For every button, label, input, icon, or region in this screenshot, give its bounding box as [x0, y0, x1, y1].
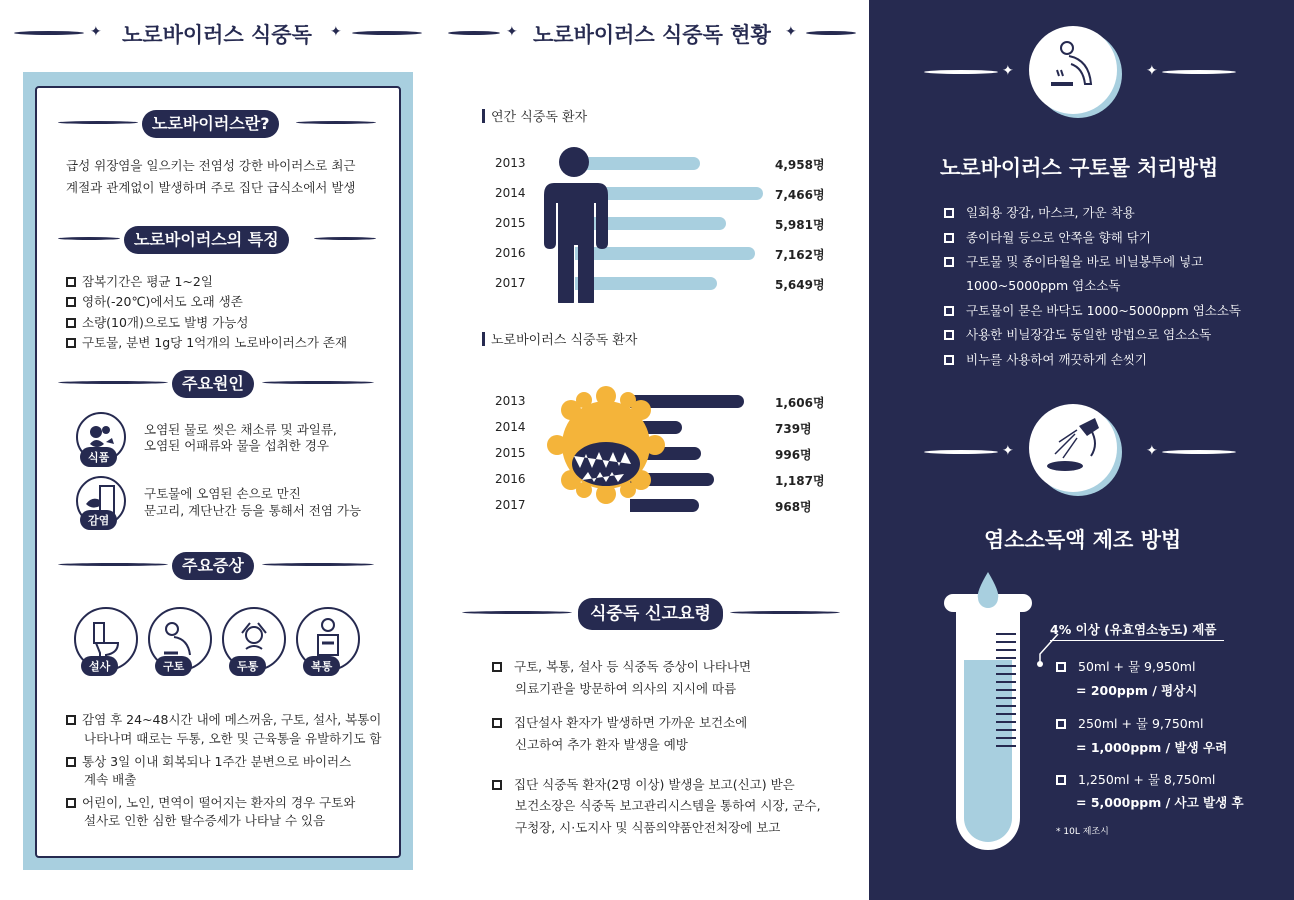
- symptom-note: 감염 후 24~48시간 내에 메스꺼움, 구토, 설사, 복통이: [66, 710, 381, 730]
- checkbox-icon: [66, 757, 76, 767]
- left-title: 노로바이러스 식중독: [122, 23, 312, 47]
- symptom-tag: 구토: [155, 656, 192, 676]
- checkbox-icon: [492, 718, 502, 728]
- checkbox-icon: [944, 208, 954, 218]
- features-pill: 노로바이러스의 특징: [124, 226, 289, 254]
- vomit-step: [944, 203, 1135, 223]
- chart-value-label: 1,187명: [775, 474, 825, 488]
- chart-value-label: 4,958명: [775, 158, 825, 172]
- chart-year-label: 2017: [495, 276, 526, 290]
- chart-value-label: 996명: [775, 448, 812, 462]
- chart-year-label: 2016: [495, 472, 526, 486]
- feature-item: 구토물, 분변 1g당 1억개의 노로바이러스가 존재: [66, 333, 347, 353]
- chart-value-label: 739명: [775, 422, 812, 436]
- checkbox-icon: [66, 297, 76, 307]
- report-item: 집단 식중독 환자(2명 이상) 발생을 보고(신고) 받은: [492, 775, 795, 795]
- vomit-title: 노로바이러스 구토물 처리방법: [940, 156, 1219, 180]
- checkbox-icon: [944, 355, 954, 365]
- chart2-title: 노로바이러스 식중독 환자: [482, 329, 637, 348]
- chlorine-note: * 10L 제조시: [1056, 827, 1109, 837]
- chlorine-title: 염소소독액 제조 방법: [984, 528, 1182, 552]
- report-item: 신고하여 추가 환자 발생을 예방: [515, 737, 688, 752]
- checkbox-icon: [1056, 719, 1066, 729]
- pill-rule: [462, 611, 572, 614]
- symptom-note: 통상 3일 이내 회복되나 1주간 분변으로 바이러스: [66, 752, 351, 772]
- cause-text: 오염된 어패류와 물을 섭취한 경우: [144, 438, 329, 453]
- pill-rule: [730, 611, 840, 614]
- chart1-title: 연간 식중독 환자: [482, 106, 587, 125]
- cause-tag: 감염: [80, 510, 117, 530]
- header-rule: [14, 31, 84, 35]
- chart-year-label: 2015: [495, 446, 526, 460]
- spray-icon: [1029, 404, 1117, 492]
- about-text-2: 계절과 관계없이 발생하며 주로 집단 급식소에서 발생: [66, 180, 356, 195]
- pill-rule: [58, 563, 168, 566]
- vomit-step-text: 사용한 비닐장갑도 동일한 방법으로 염소소독: [966, 327, 1212, 342]
- pill-rule: [314, 237, 376, 240]
- chart-year-label: 2015: [495, 216, 526, 230]
- vomit-step-text: 구토물 및 종이타월을 바로 비닐봉투에 넣고: [966, 254, 1204, 269]
- symptom-tag: 두통: [229, 656, 266, 676]
- report-item: 집단설사 환자가 발생하면 가까운 보건소에: [492, 713, 747, 733]
- header-rule: [352, 31, 422, 35]
- chart-value-label: 7,162명: [775, 248, 825, 262]
- symptom-note: 설사로 인한 심한 탈수증세가 나타날 수 있음: [84, 813, 326, 828]
- diamond-icon: ✦: [1002, 63, 1014, 79]
- report-pill: 식중독 신고요령: [578, 598, 723, 630]
- vomit-step-text: 종이타월 등으로 안쪽을 향해 닦기: [966, 229, 1151, 245]
- symptom-note: 나타나며 때로는 두통, 오한 및 근육통을 유발하기도 함: [84, 731, 382, 746]
- pill-rule: [296, 121, 376, 124]
- chart-year-label: 2013: [495, 156, 526, 170]
- diamond-icon: ✦: [785, 24, 797, 40]
- symptom-tag: 복통: [303, 656, 340, 676]
- symptoms-pill: 주요증상: [172, 552, 254, 580]
- cause-tag: 식품: [80, 447, 117, 467]
- vomiting-person-icon: [1029, 26, 1117, 114]
- chart-value-label: 1,606명: [775, 396, 825, 410]
- pill-rule: [58, 381, 168, 384]
- chlorine-product: 4% 이상 (유효염소농도) 제품: [1050, 620, 1224, 641]
- feature-item: 잠복기간은 평균 1~2일: [66, 272, 213, 292]
- checkbox-icon: [66, 798, 76, 808]
- chart-year-label: 2017: [495, 498, 526, 512]
- checkbox-icon: [1056, 662, 1066, 672]
- vomit-step-text: 1000~5000ppm 염소소독: [966, 278, 1121, 293]
- header-rule: [924, 450, 998, 454]
- vomit-step-text: 구토물이 묻은 바닥도 1000~5000ppm 염소소독: [966, 302, 1242, 318]
- vomit-step: [944, 228, 1151, 248]
- middle-title: 노로바이러스 식중독 현황: [533, 23, 771, 47]
- chart-value-label: 5,981명: [775, 218, 825, 232]
- virus-icon: [546, 380, 666, 510]
- chart-year-label: 2014: [495, 420, 526, 434]
- report-item: 구청장, 시·도지사 및 식품의약품안전처장에 보고: [515, 820, 781, 835]
- header-rule: [448, 31, 500, 35]
- report-item: 구토, 복통, 설사 등 식중독 증상이 나타나면: [492, 657, 751, 677]
- chlorine-result: = 200ppm / 평상시: [1076, 683, 1198, 698]
- diamond-icon: ✦: [1002, 443, 1014, 459]
- checkbox-icon: [944, 257, 954, 267]
- chlorine-result: = 1,000ppm / 발생 우려: [1076, 740, 1228, 755]
- pill-rule: [262, 563, 374, 566]
- cause-text: 오염된 물로 씻은 채소류 및 과일류,: [144, 422, 337, 437]
- vomit-step: [944, 325, 1211, 345]
- diamond-icon: ✦: [1146, 63, 1158, 79]
- diamond-icon: ✦: [90, 24, 102, 40]
- header-rule: [1162, 70, 1236, 74]
- chlorine-recipe: 250ml + 물 9,750ml: [1056, 714, 1203, 734]
- report-item: 보건소장은 식중독 보고관리시스템을 통하여 시장, 군수,: [515, 798, 821, 813]
- vomit-step-text: 비누를 사용하여 깨끗하게 손씻기: [966, 351, 1147, 367]
- checkbox-icon: [944, 306, 954, 316]
- header-rule: [1162, 450, 1236, 454]
- chlorine-recipe: 50ml + 물 9,950ml: [1056, 657, 1195, 677]
- checkbox-icon: [944, 330, 954, 340]
- pill-rule: [262, 381, 374, 384]
- checkbox-icon: [66, 318, 76, 328]
- symptom-note: 계속 배출: [84, 772, 137, 787]
- symptom-note: 어린이, 노인, 면역이 떨어지는 환자의 경우 구토와: [66, 793, 355, 813]
- chart-year-label: 2014: [495, 186, 526, 200]
- checkbox-icon: [944, 233, 954, 243]
- vomit-step: [966, 276, 1120, 296]
- cause-text: 구토물에 오염된 손으로 만진: [144, 486, 301, 501]
- about-pill: 노로바이러스란?: [142, 110, 279, 138]
- header-rule: [806, 31, 856, 35]
- chart-value-label: 968명: [775, 500, 812, 514]
- vomit-step: [944, 301, 1241, 321]
- diamond-icon: ✦: [330, 24, 342, 40]
- diamond-icon: ✦: [506, 24, 518, 40]
- chlorine-result: = 5,000ppm / 사고 발생 후: [1076, 795, 1244, 810]
- causes-pill: 주요원인: [172, 370, 254, 398]
- person-icon: [538, 145, 610, 303]
- feature-item: 소량(10개)으로도 발병 가능성: [66, 313, 248, 333]
- chart-value-label: 5,649명: [775, 278, 825, 292]
- symptom-tag: 설사: [81, 656, 118, 676]
- vomit-step-text: 일회용 장갑, 마스크, 가운 착용: [966, 205, 1135, 220]
- chart-year-label: 2013: [495, 394, 526, 408]
- checkbox-icon: [66, 338, 76, 348]
- checkbox-icon: [492, 780, 502, 790]
- test-tube-icon: [940, 572, 1040, 854]
- checkbox-icon: [1056, 775, 1066, 785]
- vomit-step: [944, 350, 1147, 370]
- checkbox-icon: [66, 715, 76, 725]
- header-rule: [924, 70, 998, 74]
- chlorine-recipe: 1,250ml + 물 8,750ml: [1056, 770, 1215, 790]
- diamond-icon: ✦: [1146, 443, 1158, 459]
- pill-rule: [58, 121, 138, 124]
- checkbox-icon: [66, 277, 76, 287]
- pill-rule: [58, 237, 120, 240]
- checkbox-icon: [492, 662, 502, 672]
- report-item: 의료기관을 방문하여 의사의 지시에 따름: [515, 681, 737, 696]
- cause-text: 문고리, 계단난간 등을 통해서 전염 가능: [144, 503, 362, 518]
- chart-value-label: 7,466명: [775, 188, 825, 202]
- about-text-1: 급성 위장염을 일으키는 전염성 강한 바이러스로 최근: [66, 158, 356, 173]
- feature-item: 영하(-20℃)에서도 오래 생존: [66, 292, 243, 312]
- chart-year-label: 2016: [495, 246, 526, 260]
- vomit-step: [944, 252, 1203, 272]
